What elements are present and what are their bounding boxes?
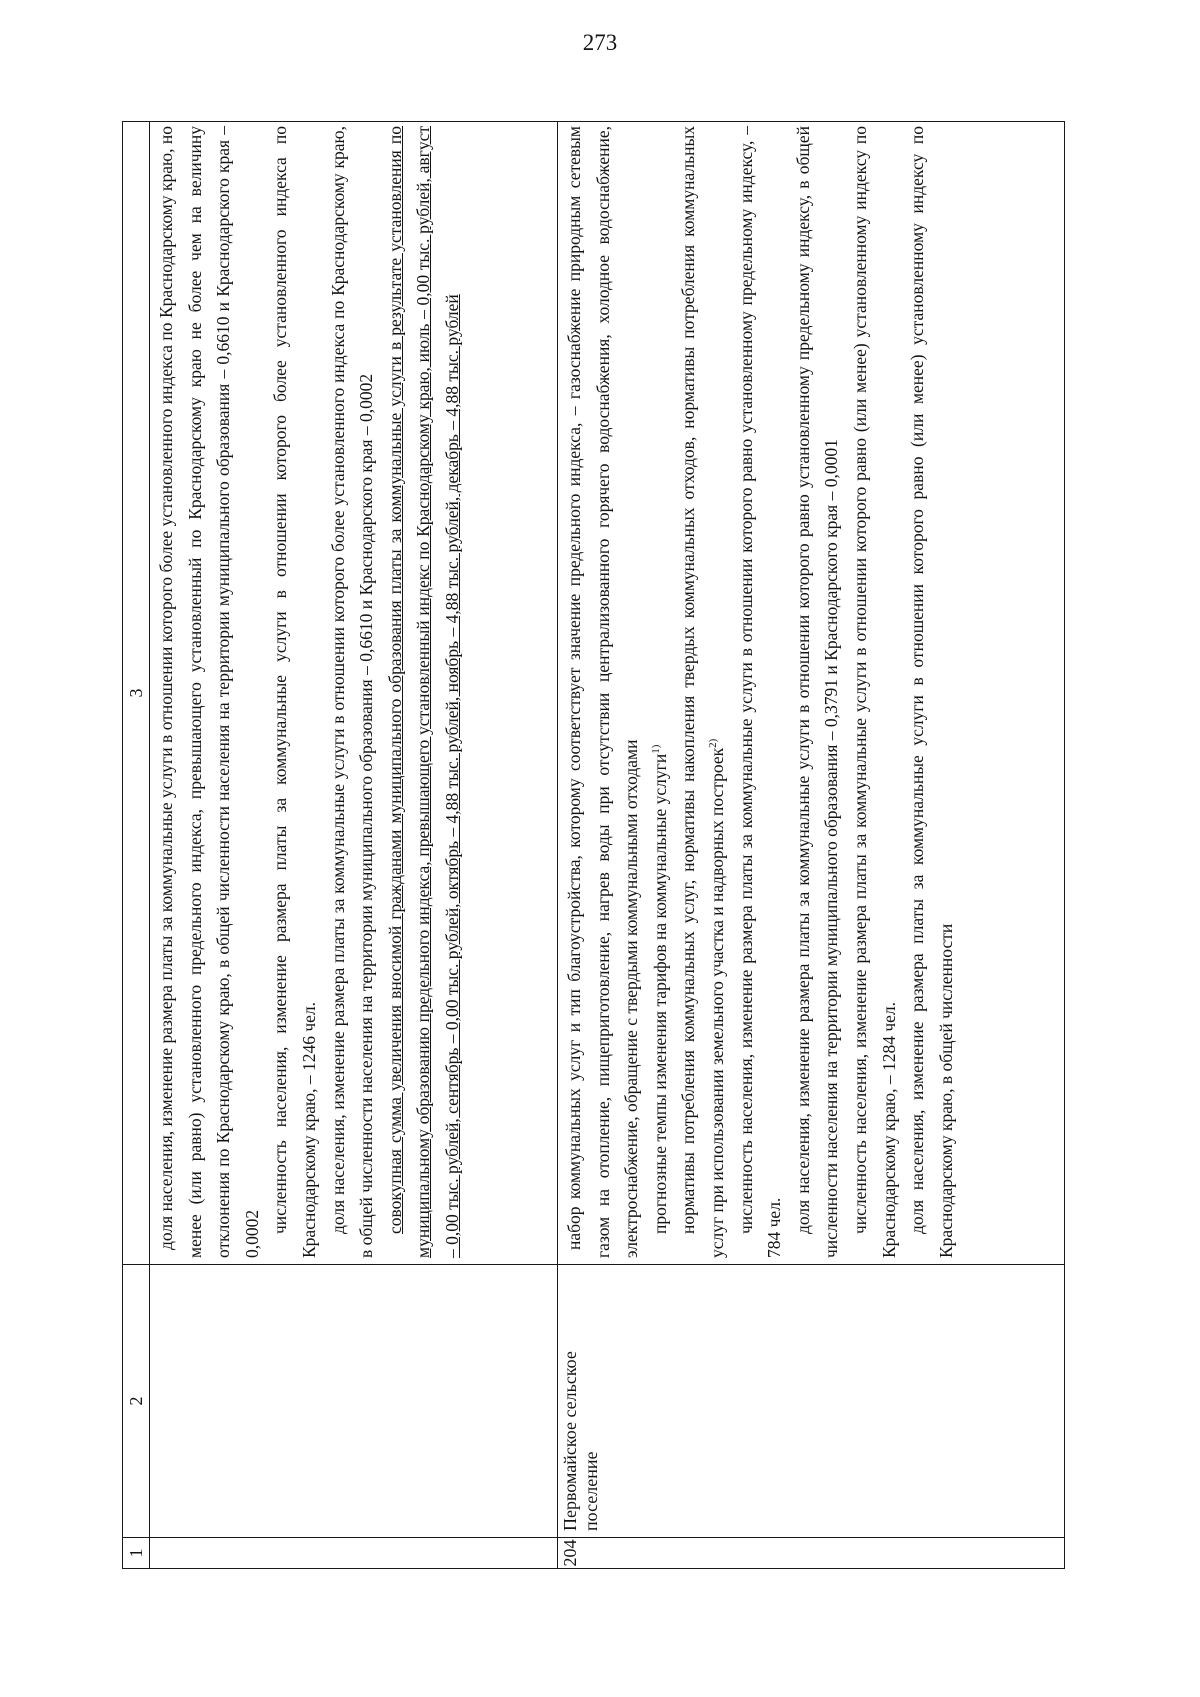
- indicator-text-cell: [558, 122, 1065, 1265]
- paragraph-text: прогнозные темпы изменения тарифов на коммунальные услуги: [649, 753, 670, 1234]
- municipality-name: Первомайское сельское поселение: [558, 1265, 1065, 1538]
- paragraph: доля населения, изменение размера платы за коммунальные услуги в отношении которого равно (или менее) установленному индексу по Краснодарскому краю, в общей численности: [907, 126, 956, 1258]
- table-row: [150, 122, 558, 1569]
- table-row: [558, 122, 1065, 1569]
- rotated-table-container: [122, 122, 1065, 1569]
- paragraph: доля населения, изменение размера платы за коммунальные услуги в отношении которого равно установленному предельному индексу, в общей численности населения на территории муниципального образования – 0,3791 и Краснодарского края – 0,0001: [792, 126, 842, 1258]
- header-col-1: 1: [123, 1538, 150, 1569]
- header-col-2: 2: [123, 1265, 150, 1538]
- page-number: 273: [582, 30, 618, 55]
- paragraph: численность населения, изменение размера платы за коммунальные услуги в отношении которого равно (или менее) установленному индексу по Краснодарскому краю, – 1284 чел.: [849, 126, 899, 1258]
- paragraph: набор коммунальных услуг и тип благоустройства, которому соответствует значение предельного индекса, – газоснабжение природным сетевым газом на отопление, пищеприготовление, нагрев воды при отсутствии централизованного горячего водоснабжения, холодное водоснабжение, электроснабжение, обращение с твердыми коммунальными отходами: [564, 126, 642, 1258]
- indicator-table: [122, 121, 1065, 1569]
- header-col-3: 3: [123, 122, 150, 1265]
- row-number: [150, 1538, 558, 1569]
- paragraph: доля населения, изменение размера платы за коммунальные услуги в отношении которого более установленного индекса по Краснодарскому краю, но менее (или равно) установленного предельного индекса, превышающего установленный по Краснодарскому краю не более чем на величину отклонения по Краснодарскому краю, в общей численности населения на территории муниципального образования – 0,6610 и Краснодарского края – 0,0002: [156, 126, 262, 1258]
- paragraph: [381, 126, 467, 1258]
- paragraph-text: нормативы потребления коммунальных услуг, нормативы накопления твердых коммунальных отходов, нормативы потребления коммунальных услуг при использовании земельного участка и надворных построек: [678, 126, 727, 1258]
- footnote-ref: 1): [649, 744, 662, 754]
- municipality-name: [150, 1265, 558, 1538]
- paragraph-text: совокупная сумма увеличения вносимой гражданами муниципального образования платы за коммунальные услуги в результате установления по муниципальному образованию предельного индекса, превышающего установленный индекс по Краснодарскому краю, июль – 0,00 тыс. рублей, август – 0,00 тыс. рублей, сентябрь – 0,00 тыс. рублей, октябрь – 4,88 тыс. рублей, ноябрь – 4,88 тыс. рублей, декабрь – 4,88 тыс. рублей: [384, 126, 462, 1258]
- paragraph: [646, 126, 675, 1258]
- paragraph: численность населения, изменение размера платы за коммунальные услуги в отношении которого равно установленному предельному индексу, – 784 чел.: [735, 126, 785, 1258]
- row-number: 204: [558, 1538, 1065, 1569]
- indicator-text-cell: [150, 122, 558, 1265]
- table-header-row: [123, 122, 150, 1569]
- paragraph: численность населения, изменение размера платы за коммунальные услуги в отношении которого более установленного индекса по Краснодарскому краю, – 1246 чел.: [270, 126, 319, 1258]
- footnote-ref: 2): [707, 738, 720, 748]
- paragraph: доля населения, изменение размера платы за коммунальные услуги в отношении которого более установленного индекса по Краснодарскому краю, в общей численности населения на территории муниципального образования – 0,6610 и Краснодарского края – 0,0002: [327, 126, 377, 1258]
- paragraph: [674, 126, 731, 1258]
